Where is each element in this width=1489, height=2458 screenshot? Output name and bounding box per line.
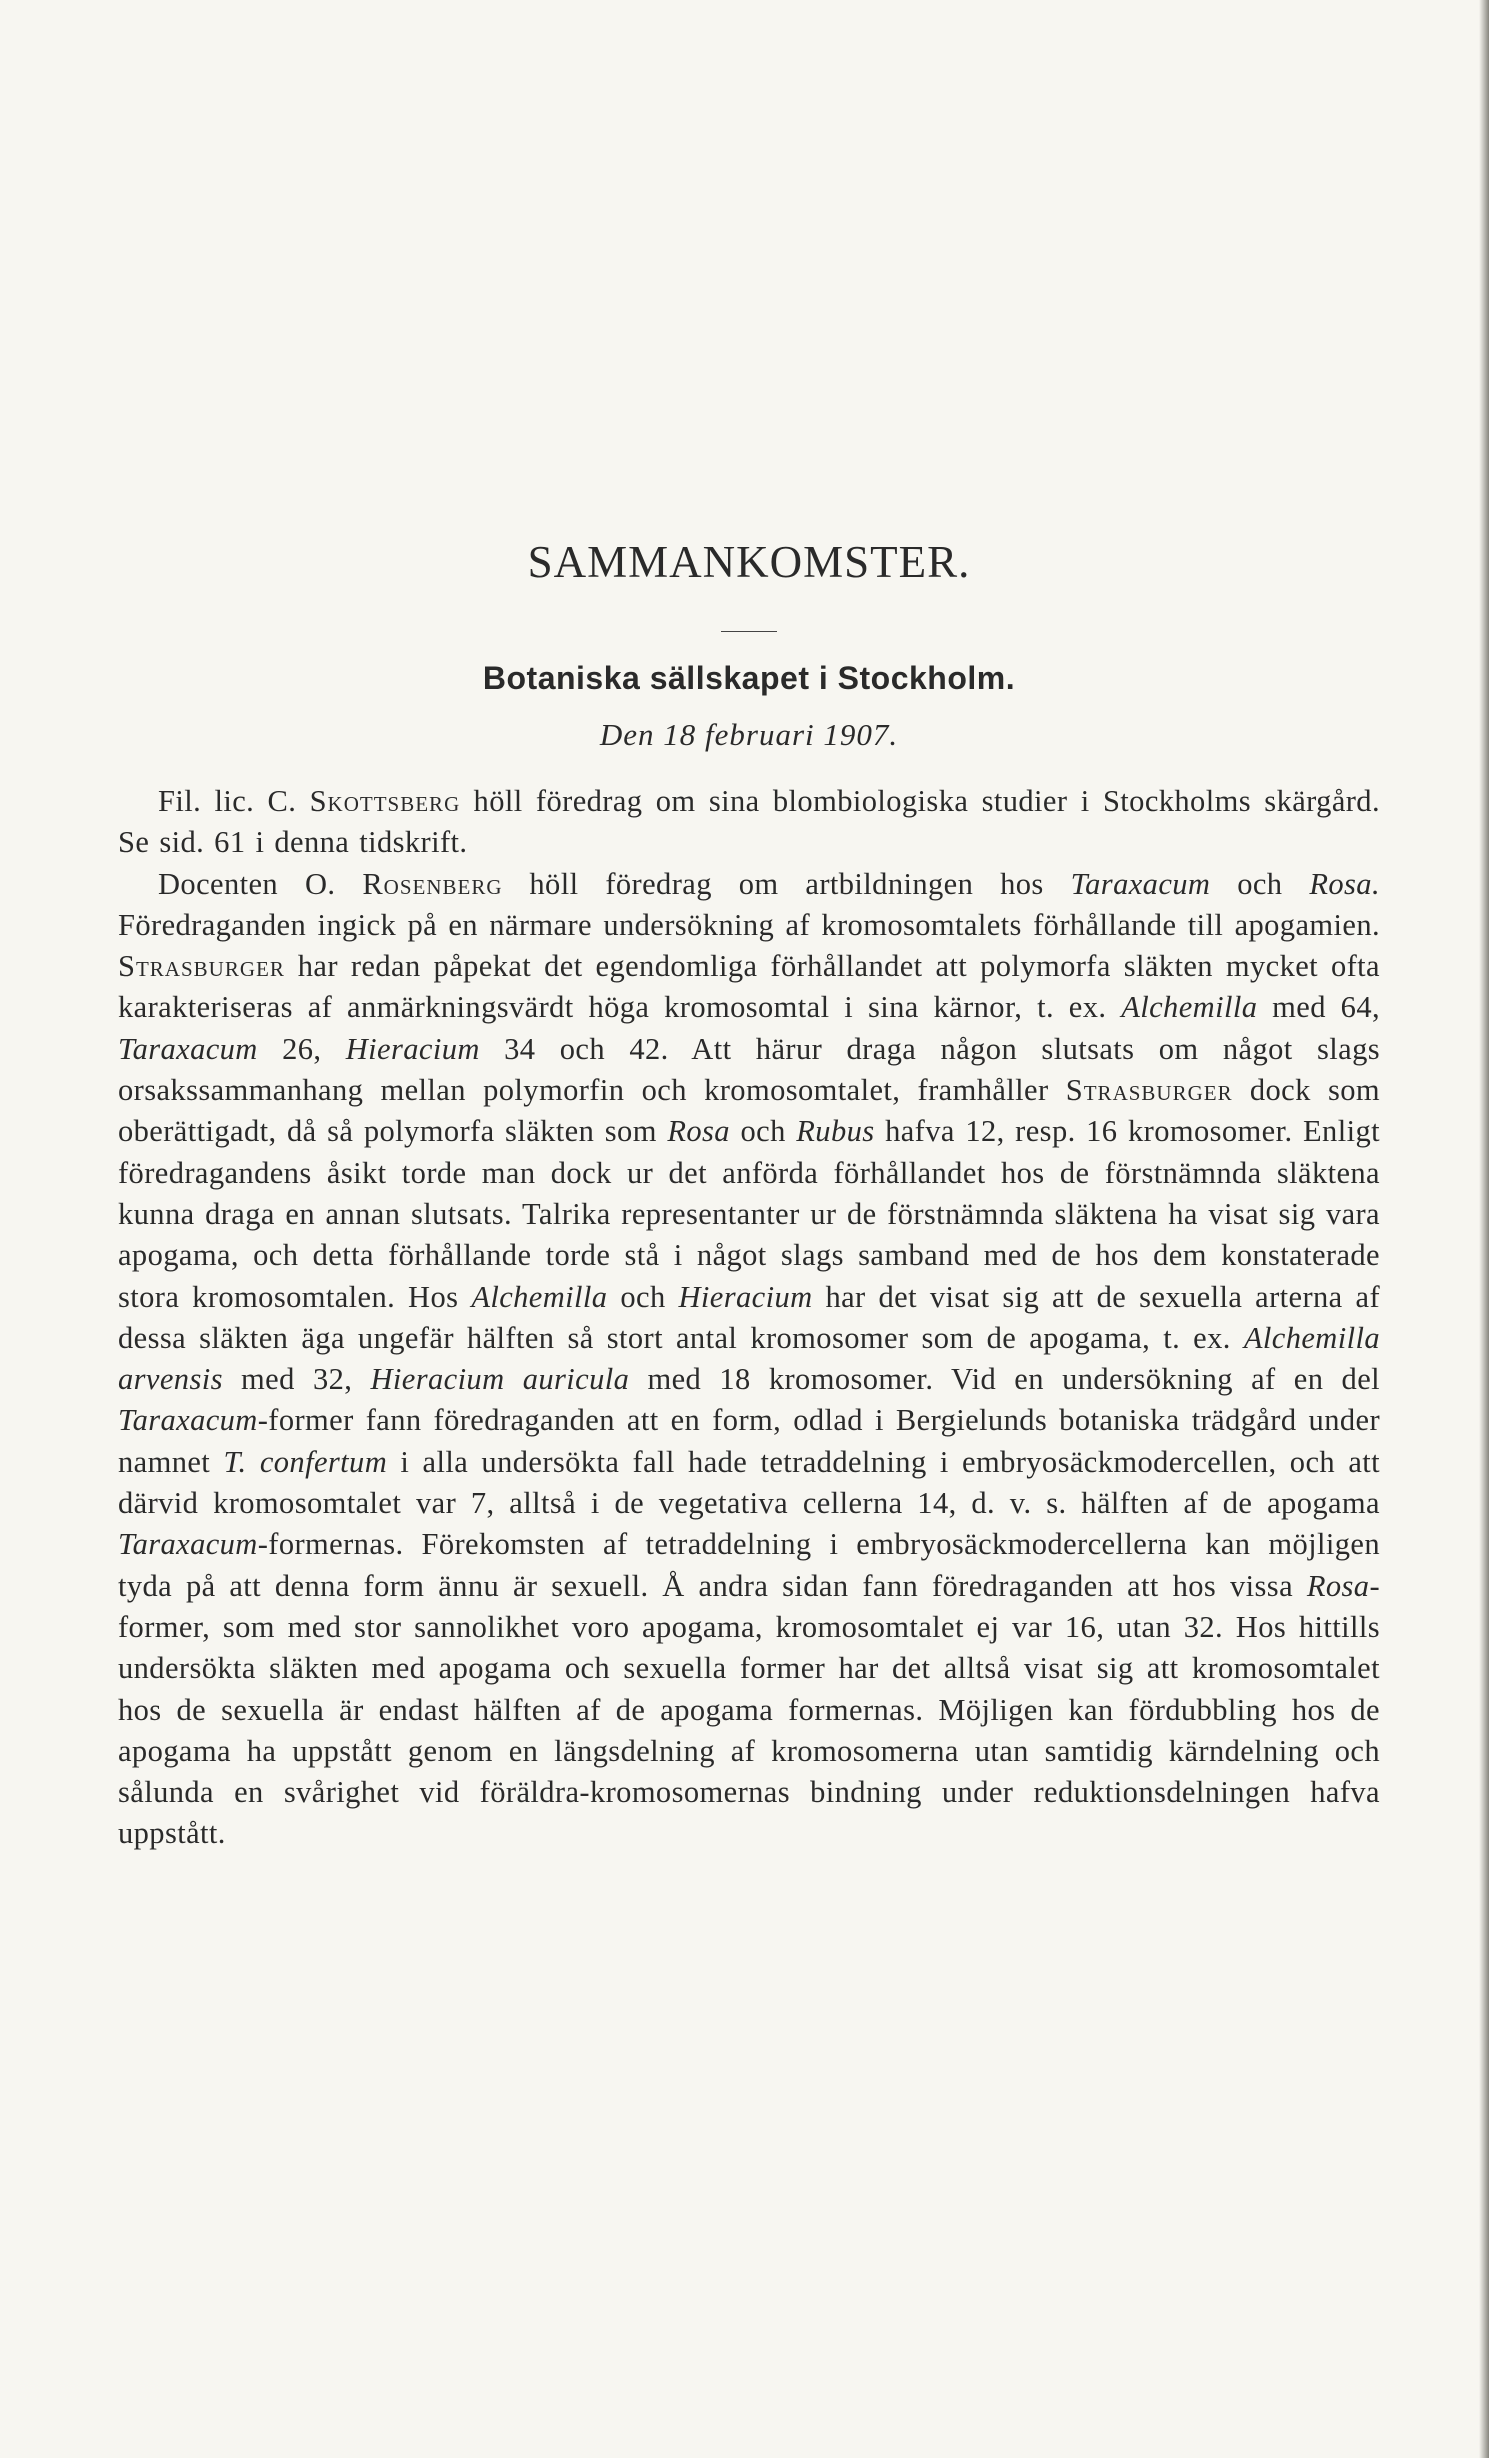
society-heading: Botaniska sällskapet i Stockholm. xyxy=(482,660,1016,696)
taxon-name: Taraxacum xyxy=(118,1527,258,1562)
title-divider xyxy=(721,631,777,632)
taxon-name: Alchemilla arvensis xyxy=(118,1320,1380,1397)
text-run: och xyxy=(607,1279,679,1314)
text-run: -former, som med stor sannolikhet voro apogama, kromosomtalet ej var 16, utan 32. Hos hittills undersökta släkten med apogama och sexuella former har det alltså visat sig att kromosomtalet hos de sexuella är endast hälften af de apogama formernas. Möjligen kan fördubbling hos de apogama ha uppstått genom en längsdelning af kromosomerna utan samtidig kärndelning och sålunda en svårighet vid föräldra-kromosomernas bindning under reduktionsdelningen hafva uppstått. xyxy=(118,1568,1380,1851)
text-run: -former fann föredraganden att en form, odlad i Bergielunds botaniska trädgård under namnet xyxy=(118,1403,1380,1479)
text-run: Fil. lic. C. xyxy=(158,784,310,818)
taxon-name: Taraxacum xyxy=(118,1031,258,1066)
text-run: dock som oberättigadt, då så polymorfa släkten som xyxy=(118,1073,1381,1149)
taxon-name: Hieracium xyxy=(678,1279,813,1314)
section-title: SAMMANKOMSTER. xyxy=(527,537,971,587)
text-run: och xyxy=(729,1114,797,1149)
document-page xyxy=(118,537,1381,1855)
taxon-name: Rubus xyxy=(796,1114,875,1149)
paragraph-skottsberg xyxy=(118,781,1380,864)
text-run: och xyxy=(1210,866,1310,901)
author-name: Strasburger xyxy=(118,949,285,984)
text-run: har redan påpekat det egendomliga förhållandet att polymorfa släkten mycket ofta karakteriseras af anmärkningsvärdt höga kromosomtal i sina kärnor, t. ex. xyxy=(118,949,1380,1025)
text-run: -formernas. Förekomsten af tetraddelning i embryosäckmodercellerna kan möjligen tyda på att denna form ännu är sexuell. Å andra sidan fann föredraganden att hos vissa xyxy=(118,1527,1380,1603)
taxon-name: Rosa xyxy=(1306,1568,1370,1603)
taxon-name: T. confertum xyxy=(223,1444,388,1479)
paragraph-rosenberg xyxy=(118,864,1380,1855)
text-run: 26, xyxy=(257,1031,346,1066)
text-run: med 18 kromosomer. Vid en undersökning af en del xyxy=(629,1362,1381,1397)
taxon-name: Hieracium xyxy=(345,1031,480,1066)
taxon-name: Taraxacum xyxy=(118,1403,258,1438)
taxon-name: Alchemilla xyxy=(1121,990,1258,1025)
text-run: i alla undersökta fall hade tetraddelning i embryosäckmodercellen, och att därvid kromosomtalet var 7, alltså i de vegetativa cellerna 14, d. v. s. hälften af de apogama xyxy=(118,1444,1380,1521)
text-run: 34 och 42. Att härur draga någon slutsats om något slags orsakssammanhang mellan polymorfin och kromosomtalet, framhåller xyxy=(118,1031,1380,1108)
text-run: Docenten O. xyxy=(158,866,363,901)
meeting-minutes xyxy=(118,781,1380,1855)
author-name: Rosenberg xyxy=(362,866,503,901)
taxon-name: Hieracium auricula xyxy=(370,1362,630,1397)
taxon-name: Alchemilla xyxy=(471,1279,608,1314)
text-run: höll föredrag om artbildningen hos xyxy=(502,866,1071,901)
text-run: höll föredrag om sina blombiologiska studier i Stockholms skärgård. Se sid. 61 i denna tidskrift. xyxy=(118,784,1380,860)
taxon-name: Taraxacum xyxy=(1070,866,1211,901)
page-edge-shadow xyxy=(1479,0,1489,2458)
text-run: med 64, xyxy=(1257,990,1380,1025)
taxon-name: Rosa. xyxy=(1309,866,1380,901)
text-run: har det visat sig att de sexuella arterna af dessa släkten äga ungefär hälften så stort antal kromosomer som de apogama, t. ex. xyxy=(118,1279,1380,1355)
author-name: Skottsberg xyxy=(309,784,461,818)
text-run: Föredraganden ingick på en närmare undersökning af kromosomtalets förhållande till apogamien. xyxy=(118,907,1380,942)
text-run: hafva 12, resp. 16 kromosomer. Enligt föredragandens åsikt torde man dock ur det anförda förhållandet hos de förstnämnda släktena kunna draga en annan slutsats. Talrika representanter ur de förstnämnda släktena ha visat sig vara apogama, och detta förhållande torde stå i något slags samband med de hos dem konstaterade stora kromosomtalen. Hos xyxy=(118,1114,1380,1314)
author-name: Strasburger xyxy=(1065,1073,1233,1108)
taxon-name: Rosa xyxy=(667,1114,730,1149)
text-run: med 32, xyxy=(222,1362,371,1397)
meeting-date: Den 18 februari 1907. xyxy=(599,717,899,752)
